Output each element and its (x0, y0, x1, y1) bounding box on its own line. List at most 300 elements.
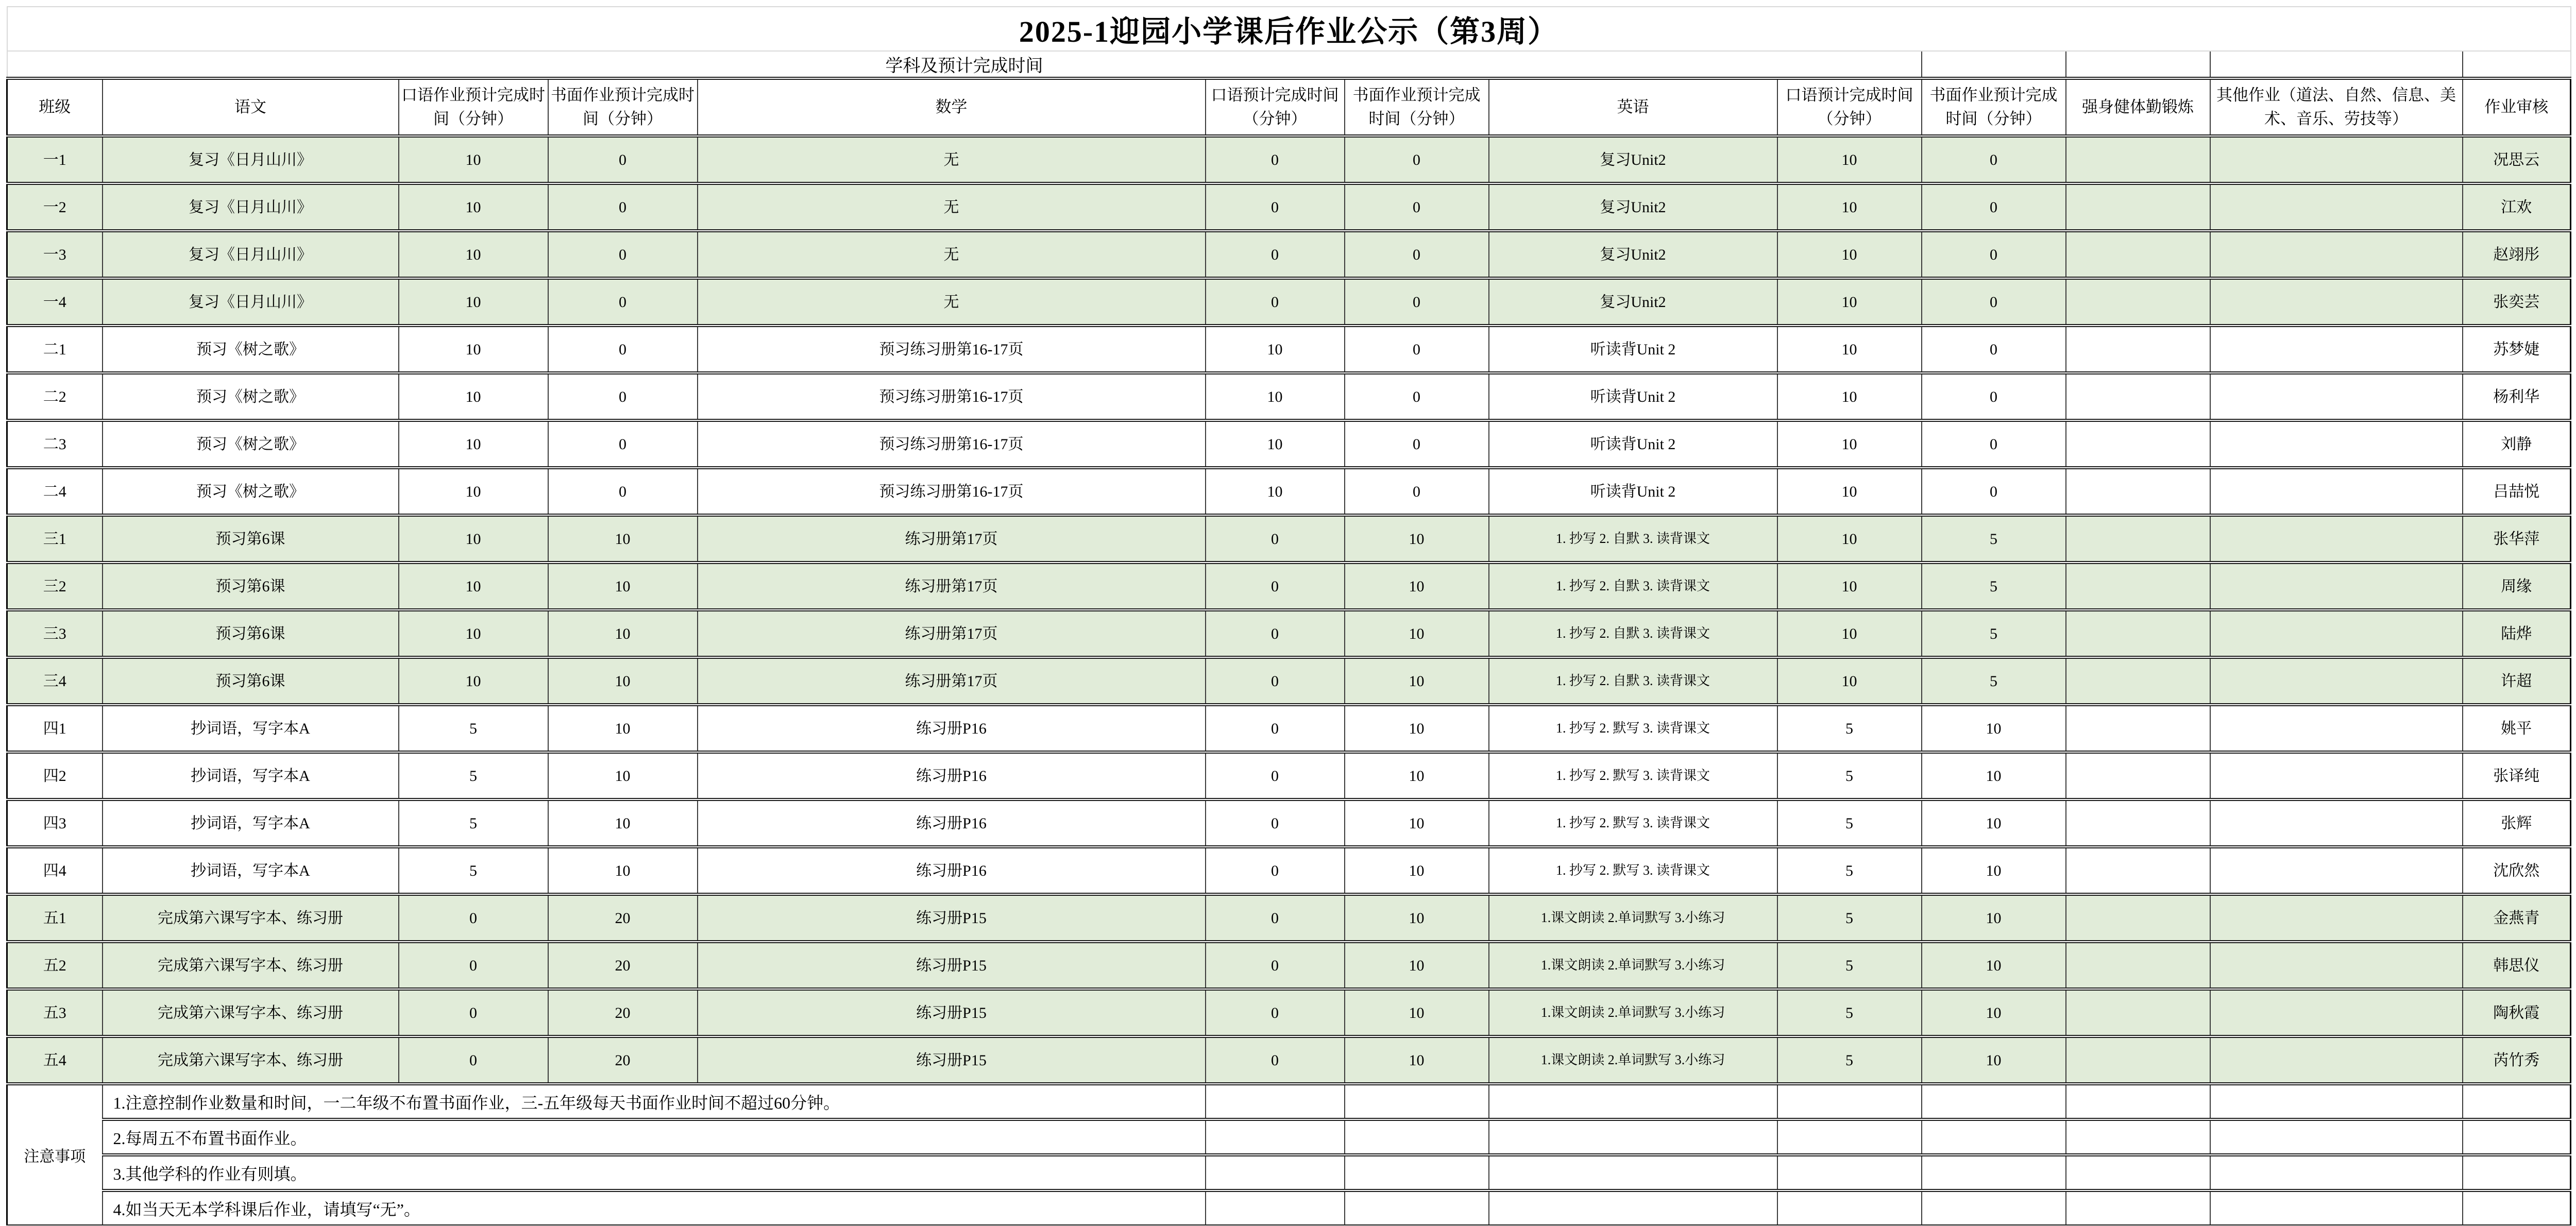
cell-math-oral: 0 (1206, 894, 1345, 942)
column-header-chinese-oral-time: 口语作业预计完成时间（分钟） (399, 78, 548, 136)
table-row (7, 326, 2571, 373)
cell-math-written: 0 (1345, 468, 1489, 515)
empty-cell (2066, 1190, 2210, 1226)
table-row (7, 515, 2571, 563)
cell-math: 练习册P15 (698, 894, 1206, 942)
cell-other (2210, 420, 2463, 468)
cell-other (2210, 563, 2463, 610)
cell-class-label: 四4 (7, 847, 103, 894)
cell-math-written: 10 (1345, 989, 1489, 1036)
cell-math: 练习册第17页 (698, 563, 1206, 610)
cell-chinese: 复习《日月山川》 (103, 231, 399, 278)
cell-other (2210, 847, 2463, 894)
cell-math-written: 10 (1345, 610, 1489, 657)
cell-chinese-oral: 10 (399, 373, 548, 420)
cell-other (2210, 752, 2463, 799)
cell-exercise (2066, 468, 2210, 515)
table-row (7, 894, 2571, 942)
cell-class-label: 一1 (7, 136, 103, 183)
cell-reviewer: 杨利华 (2463, 373, 2571, 420)
cell-exercise (2066, 420, 2210, 468)
cell-chinese-written: 0 (548, 231, 698, 278)
cell-chinese-oral: 0 (399, 942, 548, 989)
cell-reviewer: 韩思仪 (2463, 942, 2571, 989)
cell-other (2210, 231, 2463, 278)
cell-math-written: 0 (1345, 136, 1489, 183)
table-row (7, 278, 2571, 326)
cell-english-oral: 10 (1777, 420, 1922, 468)
cell-math-written: 10 (1345, 894, 1489, 942)
cell-chinese-written: 10 (548, 799, 698, 847)
cell-english: 1. 抄写 2. 默写 3. 读背课文 (1489, 847, 1777, 894)
cell-exercise (2066, 326, 2210, 373)
table-row (7, 373, 2571, 420)
empty-cell (1489, 1155, 1777, 1190)
cell-english-written: 5 (1922, 657, 2066, 705)
cell-reviewer: 张译纯 (2463, 752, 2571, 799)
column-header-english-oral-time: 口语预计完成时间（分钟） (1777, 78, 1922, 136)
cell-math-written: 0 (1345, 326, 1489, 373)
cell-class-label: 五3 (7, 989, 103, 1036)
column-header-math-oral-time: 口语预计完成时间（分钟） (1206, 78, 1345, 136)
table-row (7, 989, 2571, 1036)
cell-english: 1. 抄写 2. 自默 3. 读背课文 (1489, 657, 1777, 705)
cell-english: 1. 抄写 2. 自默 3. 读背课文 (1489, 563, 1777, 610)
cell-chinese: 完成第六课写字本、练习册 (103, 989, 399, 1036)
cell-english-oral: 5 (1777, 705, 1922, 752)
cell-other (2210, 326, 2463, 373)
cell-math: 无 (698, 231, 1206, 278)
empty-cell (2066, 1084, 2210, 1119)
cell-reviewer: 金燕青 (2463, 894, 2571, 942)
empty-cell (1206, 1119, 1345, 1155)
cell-english: 1.课文朗读 2.单词默写 3.小练习 (1489, 1036, 1777, 1084)
cell-chinese: 预习《树之歌》 (103, 420, 399, 468)
cell-english-oral: 10 (1777, 278, 1922, 326)
cell-reviewer: 况思云 (2463, 136, 2571, 183)
cell-english-written: 0 (1922, 136, 2066, 183)
cell-exercise (2066, 847, 2210, 894)
cell-english-written: 10 (1922, 894, 2066, 942)
cell-english-oral: 5 (1777, 942, 1922, 989)
cell-math-written: 10 (1345, 515, 1489, 563)
cell-math-written: 0 (1345, 373, 1489, 420)
cell-chinese-oral: 10 (399, 231, 548, 278)
column-header-chinese-written-time: 书面作业预计完成时间（分钟） (548, 78, 698, 136)
cell-chinese-written: 10 (548, 847, 698, 894)
empty-cell (2463, 1190, 2571, 1226)
cell-english-written: 0 (1922, 278, 2066, 326)
cell-english-written: 0 (1922, 326, 2066, 373)
cell-english-oral: 10 (1777, 373, 1922, 420)
cell-math-oral: 10 (1206, 373, 1345, 420)
cell-english-written: 5 (1922, 515, 2066, 563)
cell-other (2210, 183, 2463, 231)
cell-chinese: 复习《日月山川》 (103, 183, 399, 231)
empty-cell (1922, 1190, 2066, 1226)
section-subtitle: 学科及预计完成时间 (7, 51, 1922, 78)
cell-reviewer: 张奕芸 (2463, 278, 2571, 326)
cell-chinese-written: 0 (548, 183, 698, 231)
cell-reviewer: 张辉 (2463, 799, 2571, 847)
cell-english-oral: 5 (1777, 1036, 1922, 1084)
cell-english-written: 10 (1922, 989, 2066, 1036)
cell-math-oral: 0 (1206, 799, 1345, 847)
cell-class-label: 三4 (7, 657, 103, 705)
cell-reviewer: 刘静 (2463, 420, 2571, 468)
cell-english: 1. 抄写 2. 默写 3. 读背课文 (1489, 752, 1777, 799)
cell-chinese-written: 20 (548, 989, 698, 1036)
cell-exercise (2066, 515, 2210, 563)
column-header-exercise: 强身健体勤锻炼 (2066, 78, 2210, 136)
cell-chinese: 预习《树之歌》 (103, 326, 399, 373)
cell-chinese: 预习《树之歌》 (103, 468, 399, 515)
cell-english-oral: 5 (1777, 847, 1922, 894)
cell-chinese: 完成第六课写字本、练习册 (103, 1036, 399, 1084)
empty-cell (1777, 1155, 1922, 1190)
notes-label: 注意事项 (7, 1084, 103, 1226)
empty-cell (1345, 1119, 1489, 1155)
cell-math-written: 10 (1345, 752, 1489, 799)
cell-chinese: 抄词语，写字本A (103, 705, 399, 752)
cell-english-written: 0 (1922, 373, 2066, 420)
table-row (7, 420, 2571, 468)
cell-english: 听读背Unit 2 (1489, 326, 1777, 373)
cell-chinese-written: 10 (548, 610, 698, 657)
note-item: 3.其他学科的作业有则填。 (103, 1155, 1206, 1190)
cell-math-oral: 0 (1206, 989, 1345, 1036)
table-row (7, 563, 2571, 610)
cell-english: 复习Unit2 (1489, 231, 1777, 278)
table-row (7, 183, 2571, 231)
table-row (7, 799, 2571, 847)
cell-exercise (2066, 136, 2210, 183)
cell-math: 无 (698, 278, 1206, 326)
empty-cell (2210, 1190, 2463, 1226)
cell-chinese-oral: 10 (399, 278, 548, 326)
cell-reviewer: 陆烨 (2463, 610, 2571, 657)
column-header-reviewer: 作业审核 (2463, 78, 2571, 136)
cell-chinese-oral: 5 (399, 799, 548, 847)
empty-cell (1777, 1119, 1922, 1155)
table-row (7, 468, 2571, 515)
empty-cell (1206, 1190, 1345, 1226)
empty-cell (2210, 1119, 2463, 1155)
cell-other (2210, 894, 2463, 942)
note-row (7, 1119, 2571, 1155)
cell-chinese-oral: 10 (399, 326, 548, 373)
cell-english-oral: 10 (1777, 657, 1922, 705)
cell-chinese: 抄词语，写字本A (103, 847, 399, 894)
cell-chinese-oral: 10 (399, 515, 548, 563)
cell-math-oral: 0 (1206, 231, 1345, 278)
cell-class-label: 二4 (7, 468, 103, 515)
cell-exercise (2066, 799, 2210, 847)
cell-reviewer: 沈欣然 (2463, 847, 2571, 894)
cell-math: 预习练习册第16-17页 (698, 373, 1206, 420)
cell-english-written: 10 (1922, 752, 2066, 799)
cell-chinese-written: 0 (548, 468, 698, 515)
cell-english-written: 10 (1922, 942, 2066, 989)
homework-table (6, 6, 2571, 1226)
cell-class-label: 四2 (7, 752, 103, 799)
cell-english-oral: 5 (1777, 752, 1922, 799)
empty-cell (2463, 1119, 2571, 1155)
cell-other (2210, 989, 2463, 1036)
cell-chinese-written: 0 (548, 420, 698, 468)
cell-english-oral: 5 (1777, 989, 1922, 1036)
cell-reviewer: 赵翊彤 (2463, 231, 2571, 278)
empty-cell (1922, 1119, 2066, 1155)
cell-chinese: 预习《树之歌》 (103, 373, 399, 420)
cell-english-written: 10 (1922, 799, 2066, 847)
cell-reviewer: 苏梦婕 (2463, 326, 2571, 373)
cell-chinese: 完成第六课写字本、练习册 (103, 894, 399, 942)
cell-english-oral: 10 (1777, 468, 1922, 515)
cell-chinese-oral: 10 (399, 183, 548, 231)
cell-english: 复习Unit2 (1489, 183, 1777, 231)
cell-math-oral: 0 (1206, 136, 1345, 183)
cell-class-label: 四1 (7, 705, 103, 752)
cell-english-oral: 10 (1777, 326, 1922, 373)
cell-reviewer: 吕喆悦 (2463, 468, 2571, 515)
empty-cell (1489, 1084, 1777, 1119)
column-header-class: 班级 (7, 78, 103, 136)
cell-exercise (2066, 894, 2210, 942)
cell-math-written: 0 (1345, 231, 1489, 278)
column-header-english-written-time: 书面作业预计完成时间（分钟） (1922, 78, 2066, 136)
cell-chinese-oral: 0 (399, 1036, 548, 1084)
cell-chinese-oral: 0 (399, 894, 548, 942)
sheet-title: 2025-1迎园小学课后作业公示（第3周） (7, 7, 2571, 51)
column-header-math: 数学 (698, 78, 1206, 136)
cell-exercise (2066, 278, 2210, 326)
empty-cell (2210, 51, 2463, 78)
cell-other (2210, 136, 2463, 183)
cell-reviewer: 江欢 (2463, 183, 2571, 231)
column-header-math-written-time: 书面作业预计完成时间（分钟） (1345, 78, 1489, 136)
note-item: 2.每周五不布置书面作业。 (103, 1119, 1206, 1155)
cell-class-label: 五4 (7, 1036, 103, 1084)
cell-reviewer: 芮竹秀 (2463, 1036, 2571, 1084)
cell-chinese-written: 10 (548, 752, 698, 799)
cell-english-written: 10 (1922, 847, 2066, 894)
empty-cell (1489, 1119, 1777, 1155)
cell-math-oral: 0 (1206, 278, 1345, 326)
cell-math-oral: 0 (1206, 515, 1345, 563)
cell-other (2210, 278, 2463, 326)
cell-chinese-written: 20 (548, 1036, 698, 1084)
cell-math: 练习册第17页 (698, 610, 1206, 657)
empty-cell (1489, 1190, 1777, 1226)
table-row (7, 1036, 2571, 1084)
cell-chinese: 预习第6课 (103, 657, 399, 705)
cell-english-written: 0 (1922, 420, 2066, 468)
cell-exercise (2066, 231, 2210, 278)
table-row (7, 705, 2571, 752)
cell-math: 预习练习册第16-17页 (698, 326, 1206, 373)
cell-chinese-oral: 0 (399, 989, 548, 1036)
empty-cell (2066, 51, 2210, 78)
cell-chinese-written: 0 (548, 373, 698, 420)
cell-english-written: 0 (1922, 231, 2066, 278)
cell-math: 练习册P16 (698, 847, 1206, 894)
table-row (7, 610, 2571, 657)
cell-math: 练习册P15 (698, 942, 1206, 989)
cell-other (2210, 705, 2463, 752)
cell-english-oral: 10 (1777, 231, 1922, 278)
cell-english: 听读背Unit 2 (1489, 468, 1777, 515)
column-header-chinese: 语文 (103, 78, 399, 136)
note-row (7, 1155, 2571, 1190)
cell-english: 1. 抄写 2. 自默 3. 读背课文 (1489, 610, 1777, 657)
cell-chinese-written: 0 (548, 136, 698, 183)
cell-exercise (2066, 183, 2210, 231)
cell-math-oral: 0 (1206, 657, 1345, 705)
cell-exercise (2066, 989, 2210, 1036)
empty-cell (1345, 1155, 1489, 1190)
cell-chinese-oral: 10 (399, 610, 548, 657)
cell-english-oral: 10 (1777, 563, 1922, 610)
empty-cell (1922, 1084, 2066, 1119)
cell-chinese-oral: 10 (399, 563, 548, 610)
cell-math-oral: 0 (1206, 942, 1345, 989)
empty-cell (2463, 51, 2571, 78)
cell-reviewer: 周缘 (2463, 563, 2571, 610)
cell-chinese: 完成第六课写字本、练习册 (103, 942, 399, 989)
empty-cell (1922, 51, 2066, 78)
cell-math-oral: 0 (1206, 610, 1345, 657)
empty-cell (1345, 1190, 1489, 1226)
note-item: 1.注意控制作业数量和时间，一二年级不布置书面作业，三-五年级每天书面作业时间不超过60分钟。 (103, 1084, 1206, 1119)
cell-class-label: 三2 (7, 563, 103, 610)
cell-reviewer: 许超 (2463, 657, 2571, 705)
cell-exercise (2066, 752, 2210, 799)
cell-chinese-oral: 5 (399, 752, 548, 799)
cell-reviewer: 张华萍 (2463, 515, 2571, 563)
cell-chinese: 预习第6课 (103, 515, 399, 563)
cell-english-written: 0 (1922, 468, 2066, 515)
cell-class-label: 一4 (7, 278, 103, 326)
cell-other (2210, 373, 2463, 420)
cell-math-written: 10 (1345, 563, 1489, 610)
note-row (7, 1190, 2571, 1226)
note-item: 4.如当天无本学科课后作业，请填写“无”。 (103, 1190, 1206, 1226)
cell-class-label: 四3 (7, 799, 103, 847)
cell-exercise (2066, 705, 2210, 752)
cell-english-oral: 5 (1777, 799, 1922, 847)
cell-class-label: 一2 (7, 183, 103, 231)
cell-math: 预习练习册第16-17页 (698, 468, 1206, 515)
cell-english: 1. 抄写 2. 默写 3. 读背课文 (1489, 799, 1777, 847)
cell-math-written: 0 (1345, 420, 1489, 468)
cell-chinese-oral: 10 (399, 468, 548, 515)
cell-chinese-written: 10 (548, 705, 698, 752)
cell-math-written: 10 (1345, 942, 1489, 989)
cell-math: 无 (698, 136, 1206, 183)
cell-english: 1. 抄写 2. 自默 3. 读背课文 (1489, 515, 1777, 563)
cell-english: 1.课文朗读 2.单词默写 3.小练习 (1489, 942, 1777, 989)
cell-english: 1.课文朗读 2.单词默写 3.小练习 (1489, 989, 1777, 1036)
cell-chinese-written: 20 (548, 894, 698, 942)
cell-class-label: 二2 (7, 373, 103, 420)
cell-math-oral: 0 (1206, 563, 1345, 610)
cell-other (2210, 799, 2463, 847)
cell-math-oral: 10 (1206, 420, 1345, 468)
cell-exercise (2066, 563, 2210, 610)
cell-class-label: 五1 (7, 894, 103, 942)
cell-class-label: 五2 (7, 942, 103, 989)
cell-math: 预习练习册第16-17页 (698, 420, 1206, 468)
empty-cell (1777, 1084, 1922, 1119)
empty-cell (1777, 1190, 1922, 1226)
cell-other (2210, 610, 2463, 657)
cell-class-label: 三3 (7, 610, 103, 657)
cell-math-oral: 10 (1206, 468, 1345, 515)
empty-cell (2463, 1084, 2571, 1119)
column-header-other-homework: 其他作业（道法、自然、信息、美术、音乐、劳技等） (2210, 78, 2463, 136)
cell-math-oral: 0 (1206, 847, 1345, 894)
cell-english-written: 10 (1922, 705, 2066, 752)
cell-chinese-oral: 5 (399, 847, 548, 894)
cell-english-written: 10 (1922, 1036, 2066, 1084)
cell-english-oral: 10 (1777, 183, 1922, 231)
header-row (7, 78, 2571, 136)
cell-class-label: 二3 (7, 420, 103, 468)
cell-math-written: 10 (1345, 847, 1489, 894)
cell-math-oral: 0 (1206, 1036, 1345, 1084)
cell-english-written: 0 (1922, 183, 2066, 231)
cell-chinese-written: 0 (548, 326, 698, 373)
empty-cell (2210, 1155, 2463, 1190)
cell-math-written: 10 (1345, 705, 1489, 752)
title-row (7, 7, 2571, 51)
cell-english-oral: 5 (1777, 894, 1922, 942)
empty-cell (2210, 1084, 2463, 1119)
cell-chinese-written: 10 (548, 515, 698, 563)
cell-chinese-written: 10 (548, 657, 698, 705)
cell-math-written: 10 (1345, 657, 1489, 705)
cell-english-written: 5 (1922, 610, 2066, 657)
cell-class-label: 三1 (7, 515, 103, 563)
cell-math-oral: 0 (1206, 752, 1345, 799)
table-row (7, 942, 2571, 989)
cell-chinese: 复习《日月山川》 (103, 136, 399, 183)
cell-class-label: 二1 (7, 326, 103, 373)
cell-chinese-written: 10 (548, 563, 698, 610)
cell-math-written: 10 (1345, 799, 1489, 847)
cell-exercise (2066, 373, 2210, 420)
cell-english: 复习Unit2 (1489, 136, 1777, 183)
cell-exercise (2066, 610, 2210, 657)
table-row (7, 847, 2571, 894)
table-row (7, 136, 2571, 183)
cell-chinese: 预习第6课 (103, 610, 399, 657)
cell-math: 无 (698, 183, 1206, 231)
cell-english-oral: 10 (1777, 136, 1922, 183)
cell-english-oral: 10 (1777, 610, 1922, 657)
cell-reviewer: 陶秋霞 (2463, 989, 2571, 1036)
cell-english-written: 5 (1922, 563, 2066, 610)
cell-chinese-written: 20 (548, 942, 698, 989)
cell-chinese: 抄词语，写字本A (103, 799, 399, 847)
empty-cell (1345, 1084, 1489, 1119)
cell-other (2210, 942, 2463, 989)
table-row (7, 231, 2571, 278)
cell-math: 练习册P16 (698, 799, 1206, 847)
cell-chinese: 预习第6课 (103, 563, 399, 610)
cell-math: 练习册第17页 (698, 515, 1206, 563)
